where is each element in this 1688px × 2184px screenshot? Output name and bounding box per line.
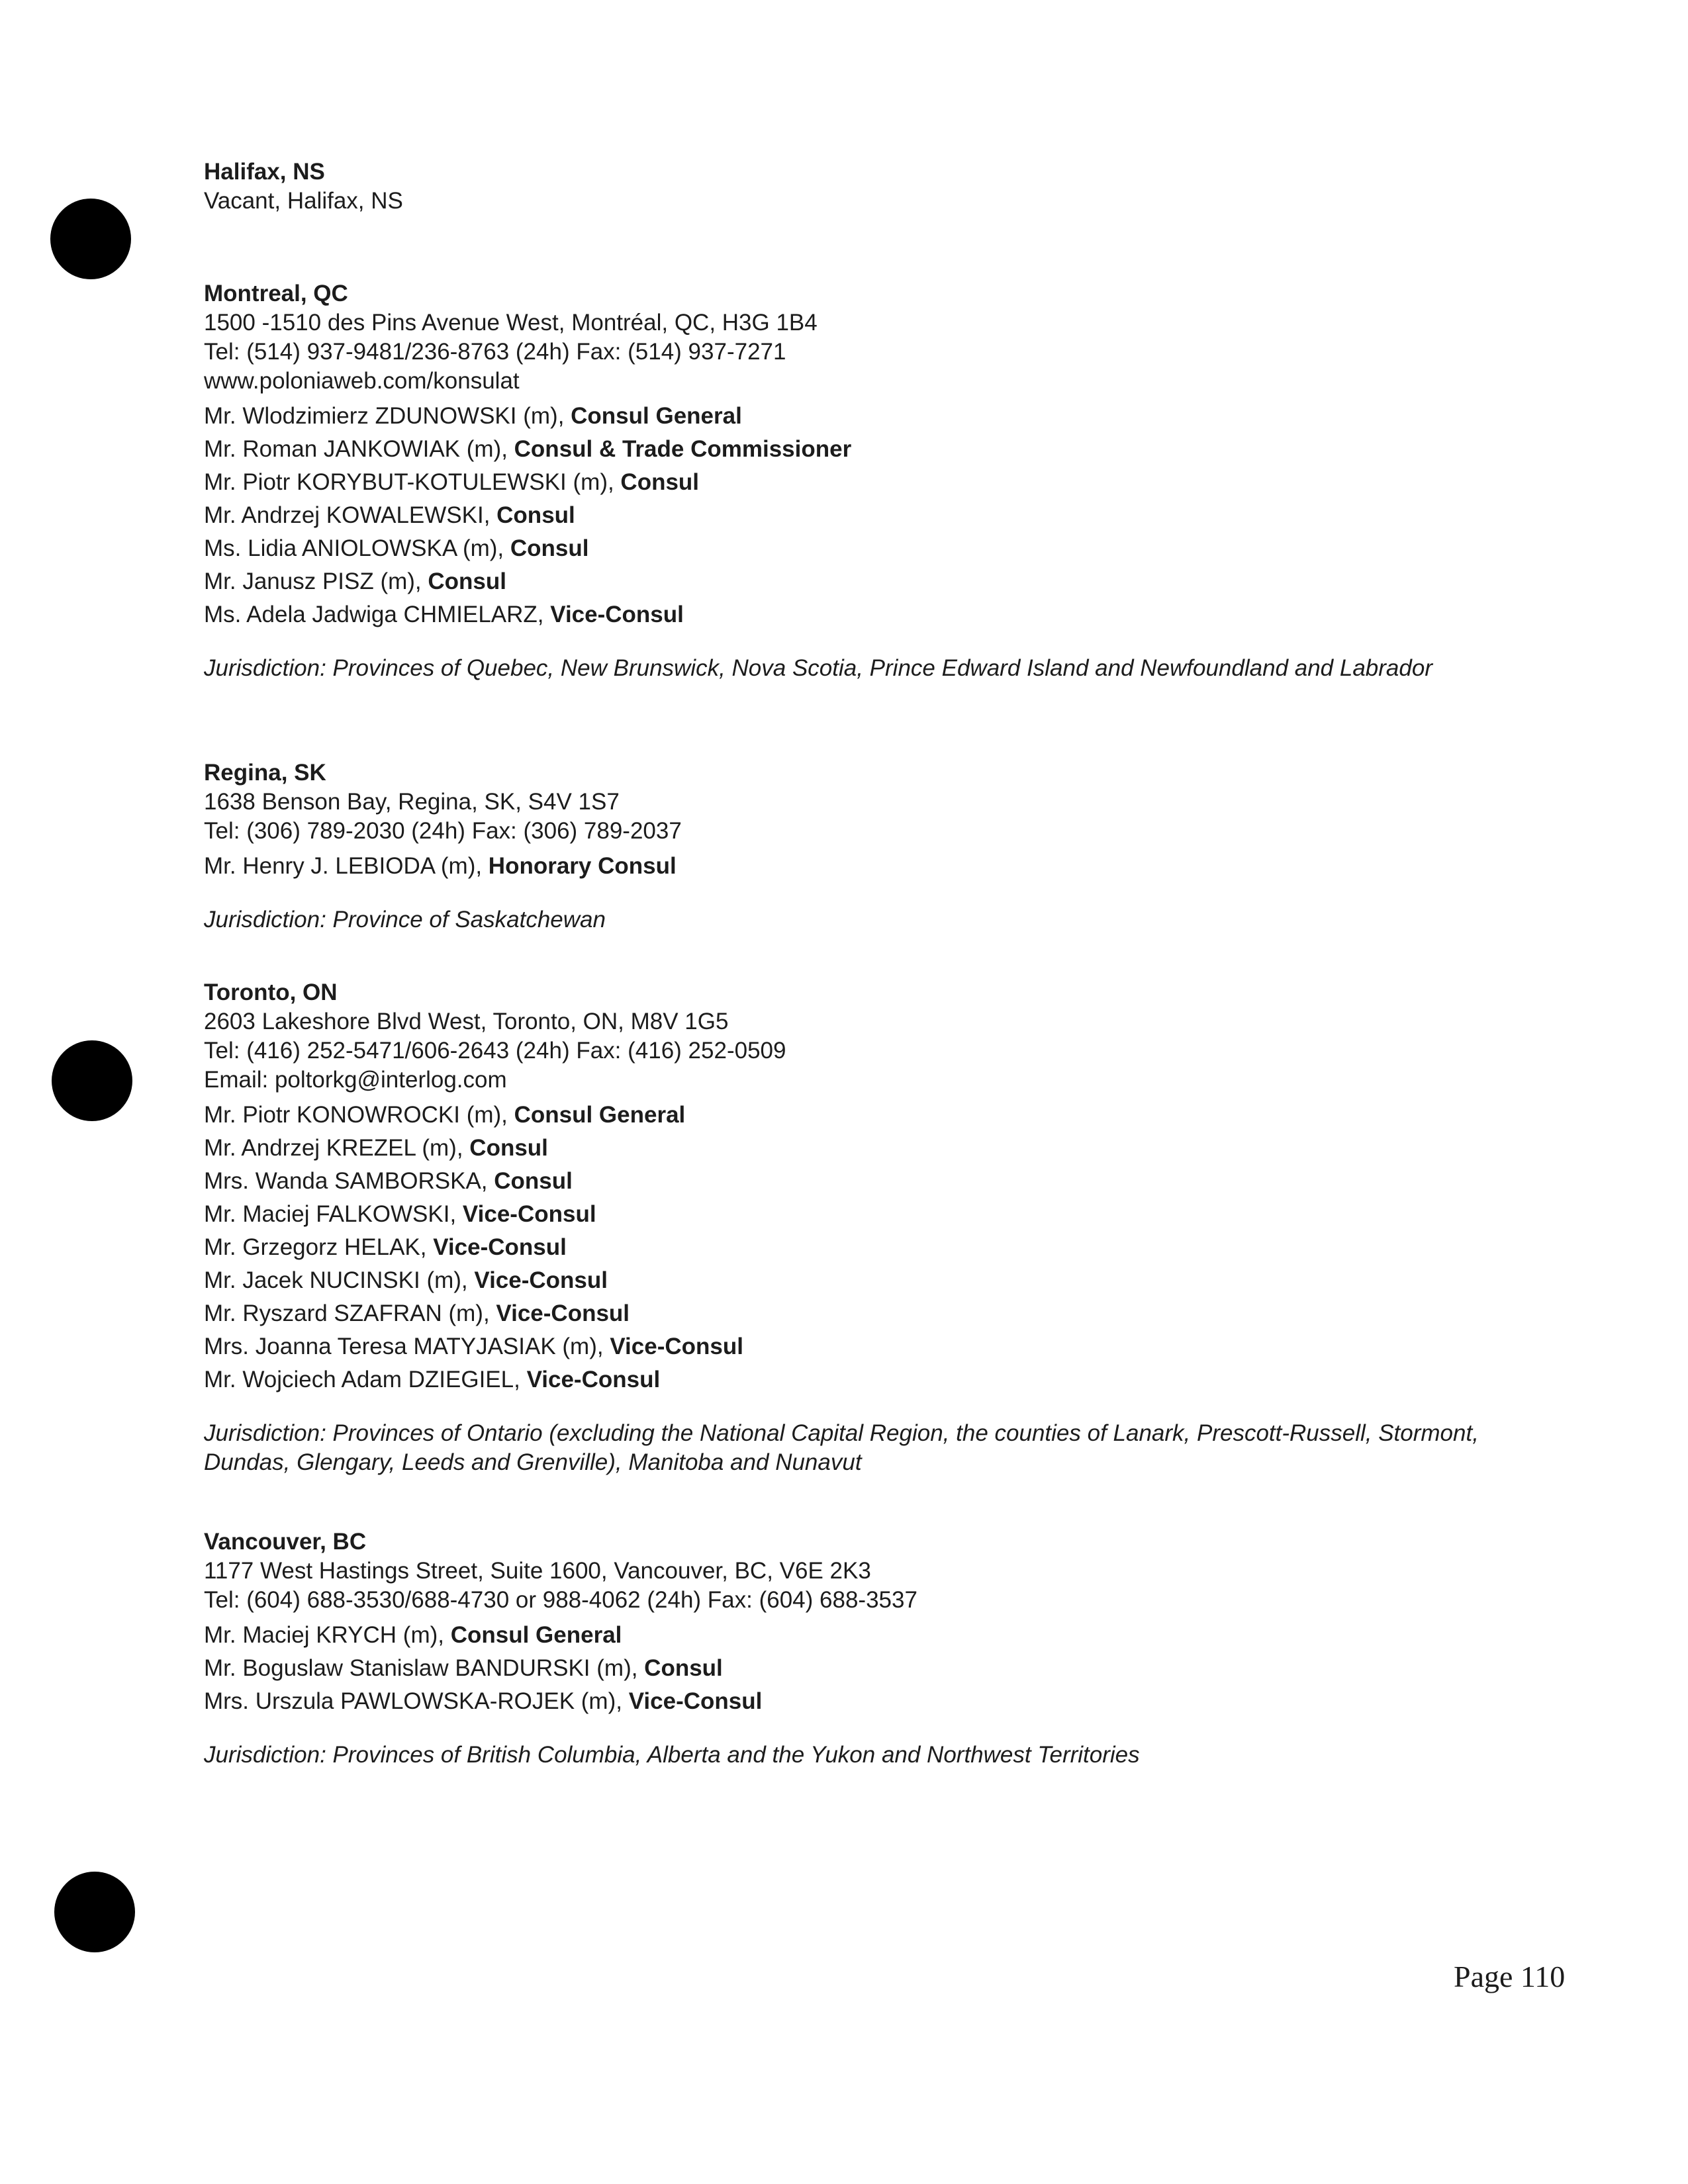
staff-entry <box>204 1264 1568 1297</box>
staff-title: Consul <box>494 1168 573 1194</box>
staff-name: Mr. Andrzej KREZEL (m), <box>204 1135 470 1161</box>
staff-name: Mr. Grzegorz HELAK, <box>204 1234 434 1260</box>
staff-title: Vice-Consul <box>526 1367 661 1392</box>
staff-name: Mr. Janusz PISZ (m), <box>204 569 428 594</box>
consulate-vancouver <box>204 1527 1568 1770</box>
staff-entry <box>204 1132 1568 1165</box>
staff-title: Vice-Consul <box>496 1300 630 1326</box>
staff-name: Mr. Piotr KORYBUT-KOTULEWSKI (m), <box>204 469 621 495</box>
city-heading: Halifax, NS <box>204 159 325 185</box>
staff-entry <box>204 466 1568 499</box>
staff-entry <box>204 1198 1568 1231</box>
consulate-halifax <box>204 158 1568 216</box>
staff-title: Consul <box>469 1135 548 1161</box>
city-heading: Montreal, QC <box>204 281 348 306</box>
address-line: 2603 Lakeshore Blvd West, Toronto, ON, M8V 1G5 <box>204 1009 729 1034</box>
staff-title: Consul General <box>514 1102 686 1128</box>
staff-entry <box>204 1099 1568 1132</box>
staff-title: Honorary Consul <box>488 853 677 879</box>
address-line: 1500 -1510 des Pins Avenue West, Montréal, QC, H3G 1B4 <box>204 310 818 336</box>
staff-entry <box>204 1330 1568 1363</box>
city-heading: Toronto, ON <box>204 979 338 1005</box>
jurisdiction-note: Jurisdiction: Province of Saskatchewan <box>204 907 606 933</box>
punch-hole-bottom <box>54 1872 135 1952</box>
staff-list <box>204 1099 1568 1396</box>
staff-name: Mr. Roman JANKOWIAK (m), <box>204 436 514 462</box>
staff-name: Mr. Andrzej KOWALEWSKI, <box>204 502 497 528</box>
staff-entry <box>204 499 1568 532</box>
phone-line: Tel: (604) 688-3530/688-4730 or 988-4062 (24h) Fax: (604) 688-3537 <box>204 1587 917 1613</box>
website-line: www.poloniaweb.com/konsulat <box>204 368 520 394</box>
address-line: Vacant, Halifax, NS <box>204 188 403 214</box>
staff-entry <box>204 1652 1568 1685</box>
staff-name: Mrs. Wanda SAMBORSKA, <box>204 1168 494 1194</box>
staff-name: Mrs. Urszula PAWLOWSKA-ROJEK (m), <box>204 1688 629 1714</box>
staff-title: Consul <box>510 535 589 561</box>
staff-title: Consul <box>644 1655 723 1681</box>
staff-title: Vice-Consul <box>462 1201 596 1227</box>
staff-name: Mr. Wojciech Adam DZIEGIEL, <box>204 1367 527 1392</box>
staff-name: Mr. Boguslaw Stanislaw BANDURSKI (m), <box>204 1655 645 1681</box>
staff-title: Consul General <box>450 1622 622 1648</box>
staff-entry <box>204 400 1568 433</box>
staff-entry <box>204 1619 1568 1652</box>
staff-list <box>204 850 1568 883</box>
staff-name: Mr. Piotr KONOWROCKI (m), <box>204 1102 514 1128</box>
staff-title: Vice-Consul <box>610 1334 743 1359</box>
staff-title: Consul <box>620 469 700 495</box>
punch-hole-middle <box>52 1040 132 1121</box>
staff-title: Vice-Consul <box>628 1688 763 1714</box>
staff-name: Mr. Ryszard SZAFRAN (m), <box>204 1300 496 1326</box>
staff-name: Mr. Jacek NUCINSKI (m), <box>204 1267 475 1293</box>
address-line: 1177 West Hastings Street, Suite 1600, Vancouver, BC, V6E 2K3 <box>204 1558 871 1584</box>
punch-hole-top <box>50 199 131 279</box>
city-heading: Vancouver, BC <box>204 1529 367 1555</box>
staff-name: Mr. Henry J. LEBIODA (m), <box>204 853 489 879</box>
staff-title: Vice-Consul <box>433 1234 567 1260</box>
page-number: Page 110 <box>1454 1960 1566 1993</box>
staff-title: Consul General <box>571 403 742 429</box>
consulate-toronto <box>204 978 1568 1477</box>
staff-entry <box>204 598 1568 631</box>
phone-line: Tel: (514) 937-9481/236-8763 (24h) Fax: (514) 937-7271 <box>204 339 786 365</box>
jurisdiction-note: Jurisdiction: Provinces of British Columbia, Alberta and the Yukon and Northwest Territories <box>204 1742 1140 1768</box>
staff-list <box>204 1619 1568 1718</box>
staff-entry <box>204 850 1568 883</box>
email-line: Email: poltorkg@interlog.com <box>204 1067 507 1093</box>
staff-title: Consul <box>428 569 506 594</box>
staff-name: Mr. Maciej KRYCH (m), <box>204 1622 451 1648</box>
address-line: 1638 Benson Bay, Regina, SK, S4V 1S7 <box>204 789 620 815</box>
staff-name: Mrs. Joanna Teresa MATYJASIAK (m), <box>204 1334 610 1359</box>
staff-name: Mr. Maciej FALKOWSKI, <box>204 1201 463 1227</box>
staff-entry <box>204 532 1568 565</box>
consulate-regina <box>204 758 1568 934</box>
staff-entry <box>204 565 1568 598</box>
jurisdiction-note: Jurisdiction: Provinces of Ontario (excluding the National Capital Region, the counties of Lanark, Prescott-Russell, Stormont, Dundas, Glengary, Leeds and Grenville), Manitoba and Nunavut <box>204 1420 1479 1475</box>
phone-line: Tel: (306) 789-2030 (24h) Fax: (306) 789-2037 <box>204 818 682 844</box>
staff-list <box>204 400 1568 631</box>
phone-line: Tel: (416) 252-5471/606-2643 (24h) Fax: (416) 252-0509 <box>204 1038 786 1064</box>
staff-name: Ms. Adela Jadwiga CHMIELARZ, <box>204 602 551 627</box>
staff-entry <box>204 1685 1568 1718</box>
staff-title: Vice-Consul <box>474 1267 608 1293</box>
city-heading: Regina, SK <box>204 760 326 786</box>
staff-entry <box>204 1165 1568 1198</box>
staff-name: Mr. Wlodzimierz ZDUNOWSKI (m), <box>204 403 571 429</box>
staff-entry <box>204 433 1568 466</box>
jurisdiction-note: Jurisdiction: Provinces of Quebec, New Brunswick, Nova Scotia, Prince Edward Island and Newfoundland and Labrador <box>204 655 1432 681</box>
staff-title: Consul <box>496 502 575 528</box>
staff-entry <box>204 1363 1568 1396</box>
staff-entry <box>204 1297 1568 1330</box>
staff-name: Ms. Lidia ANIOLOWSKA (m), <box>204 535 510 561</box>
staff-title: Consul & Trade Commissioner <box>514 436 852 462</box>
staff-title: Vice-Consul <box>550 602 684 627</box>
consulate-montreal <box>204 279 1568 683</box>
staff-entry <box>204 1231 1568 1264</box>
